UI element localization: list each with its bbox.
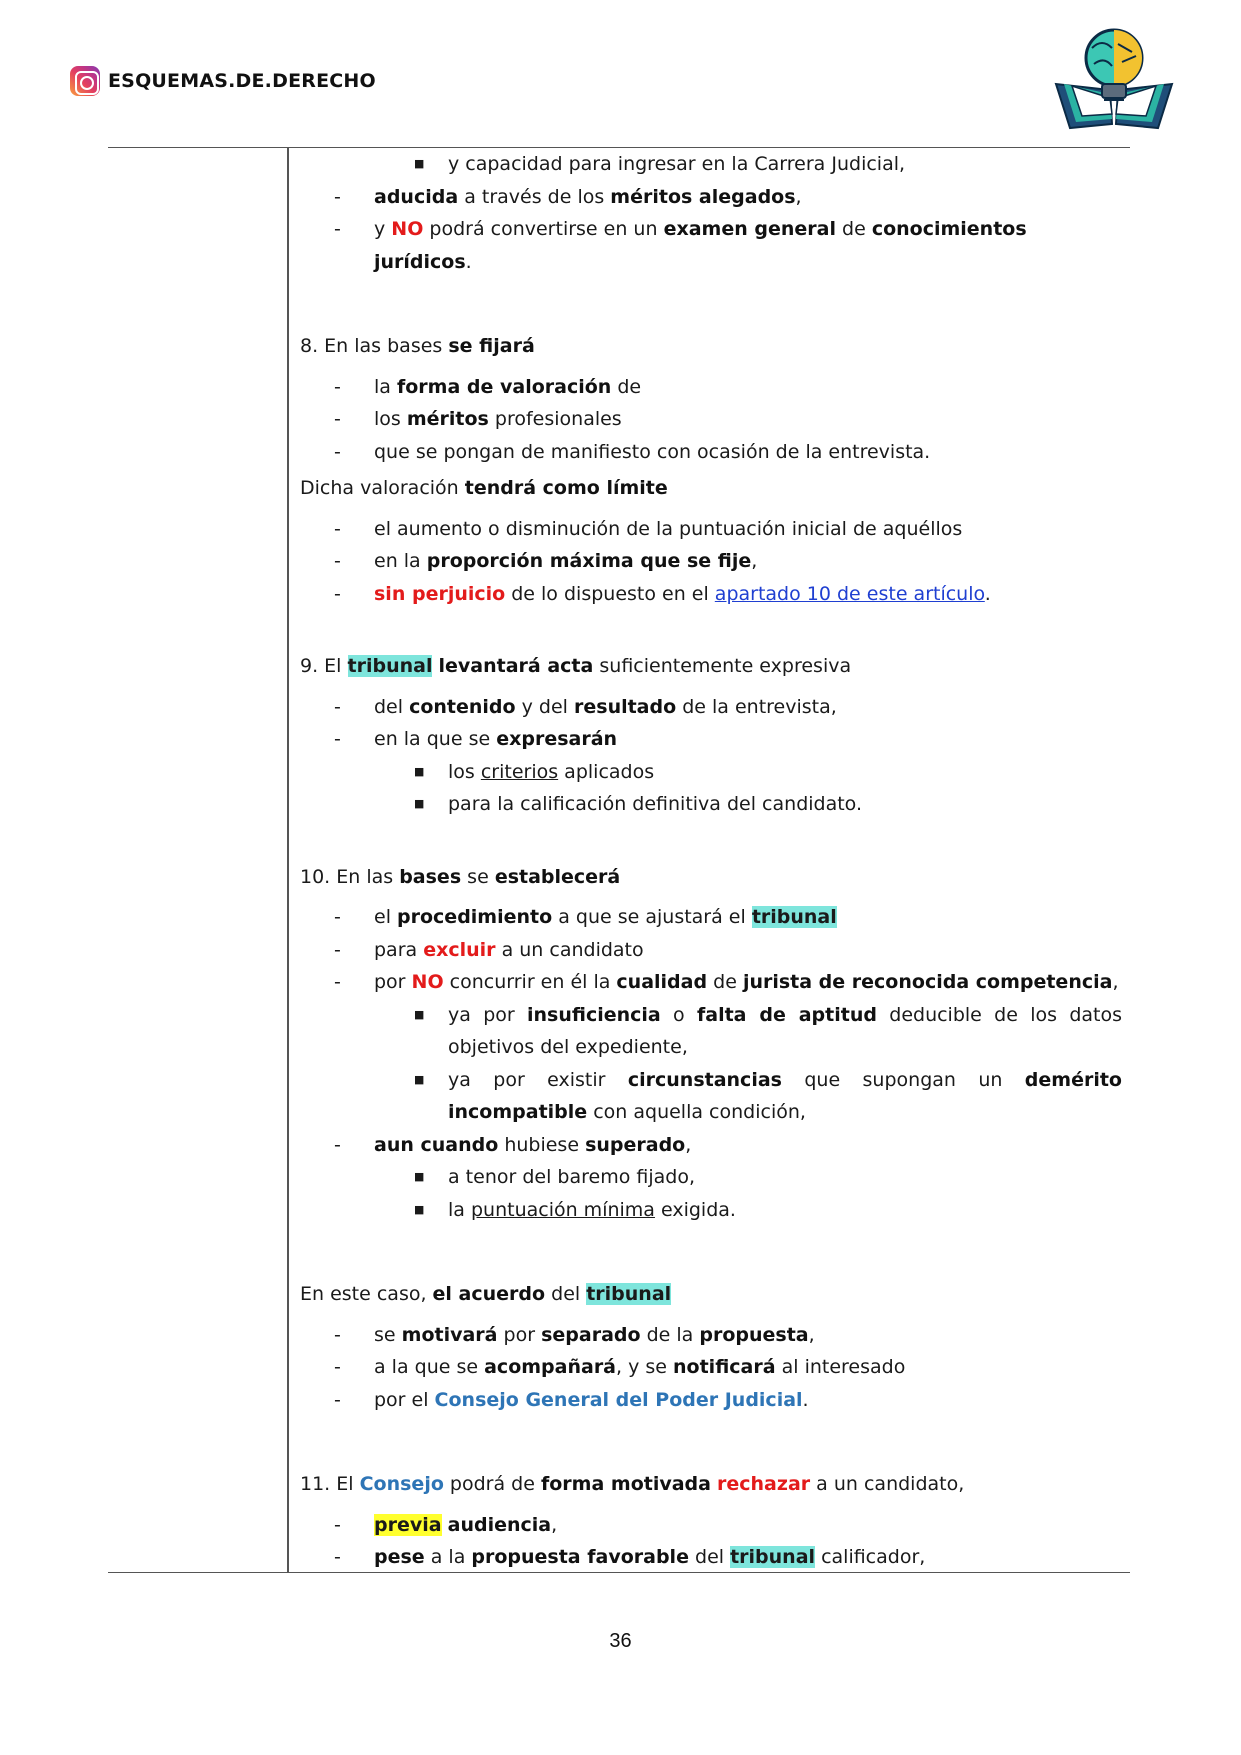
- list-item: - previa audiencia,: [334, 1513, 558, 1536]
- list-item: - a la que se acompañará, y se notificará al interesado: [334, 1356, 906, 1378]
- paragraph-10: 10. En las bases se establecerá: [300, 865, 621, 888]
- list-item: - los méritos profesionales: [334, 408, 622, 430]
- list-item: ■ la puntuación mínima exigida.: [300, 1194, 1122, 1227]
- page-number: 36: [609, 1630, 632, 1652]
- list-item: ■ a tenor del baremo fijado,: [300, 1161, 1122, 1194]
- list-item: - aun cuando hubiese superado,: [334, 1133, 692, 1156]
- brand-header: [70, 66, 376, 96]
- bullet-icon: ■: [414, 797, 425, 810]
- list-item: - y NO podrá convertirse en un examen general de conocimientos jurídicos.: [334, 218, 1027, 273]
- list-item: ■ ya por existir circunstancias que supongan un demérito incompatible con aquella condición,: [300, 1064, 1122, 1129]
- list-item: - en la proporción máxima que se fije,: [334, 550, 758, 572]
- list-item: - el procedimiento a que se ajustará el tribunal: [334, 906, 837, 928]
- paragraph-8-limit: Dicha valoración tendrá como límite: [300, 477, 668, 499]
- list-item: - en la que se expresarán: [334, 728, 618, 750]
- list-item: - sin perjuicio de lo dispuesto en el apartado 10 de este artículo.: [334, 582, 991, 605]
- list-item: - del contenido y del resultado de la entrevista,: [334, 695, 837, 718]
- lightbulb-book-logo: [1052, 24, 1176, 132]
- margin-divider: [287, 147, 289, 1573]
- list-item: ■ y capacidad para ingresar en la Carrera Judicial,: [300, 148, 1122, 181]
- brand-name: ESQUEMAS.DE.DERECHO: [108, 70, 376, 92]
- paragraph-9: 9. El tribunal levantará acta suficientemente expresiva: [300, 655, 852, 677]
- bullet-icon: ■: [414, 1007, 425, 1021]
- list-item: ■ ya por insuficiencia o falta de aptitud deducible de los datos objetivos del expediente,: [300, 999, 1122, 1064]
- bullet-icon: ■: [414, 1170, 425, 1183]
- bullet-icon: ■: [414, 764, 425, 778]
- list-item: - se motivará por separado de la propuesta,: [334, 1323, 815, 1346]
- list-item: - por el Consejo General del Poder Judicial.: [334, 1388, 809, 1411]
- bullet-icon: ■: [414, 1202, 425, 1216]
- document-body: [300, 148, 1122, 1574]
- list-item: - aducida a través de los méritos alegados,: [334, 185, 802, 208]
- list-item: - la forma de valoración de: [334, 375, 642, 398]
- list-item: - el aumento o disminución de la puntuación inicial de aquéllos: [334, 517, 963, 540]
- bullet-icon: ■: [414, 157, 425, 170]
- list-item: - pese a la propuesta favorable del tribunal calificador,: [334, 1546, 926, 1568]
- instagram-icon: [70, 66, 100, 96]
- list-item: - por NO concurrir en él la cualidad de jurista de reconocida competencia,: [334, 971, 1119, 993]
- list-item: - para excluir a un candidato: [334, 938, 644, 961]
- bullet-icon: ■: [414, 1072, 425, 1086]
- list-item: ■ los criterios aplicados: [300, 756, 1122, 789]
- paragraph-11: 11. El Consejo podrá de forma motivada rechazar a un candidato,: [300, 1473, 965, 1495]
- paragraph-8: 8. En las bases se fijará: [300, 335, 535, 357]
- article-link[interactable]: apartado 10 de este artículo: [714, 582, 985, 605]
- list-item: - que se pongan de manifiesto con ocasión de la entrevista.: [334, 440, 931, 463]
- paragraph-10-case: En este caso, el acuerdo del tribunal: [300, 1283, 672, 1305]
- list-item: ■ para la calificación definitiva del candidato.: [300, 788, 1122, 821]
